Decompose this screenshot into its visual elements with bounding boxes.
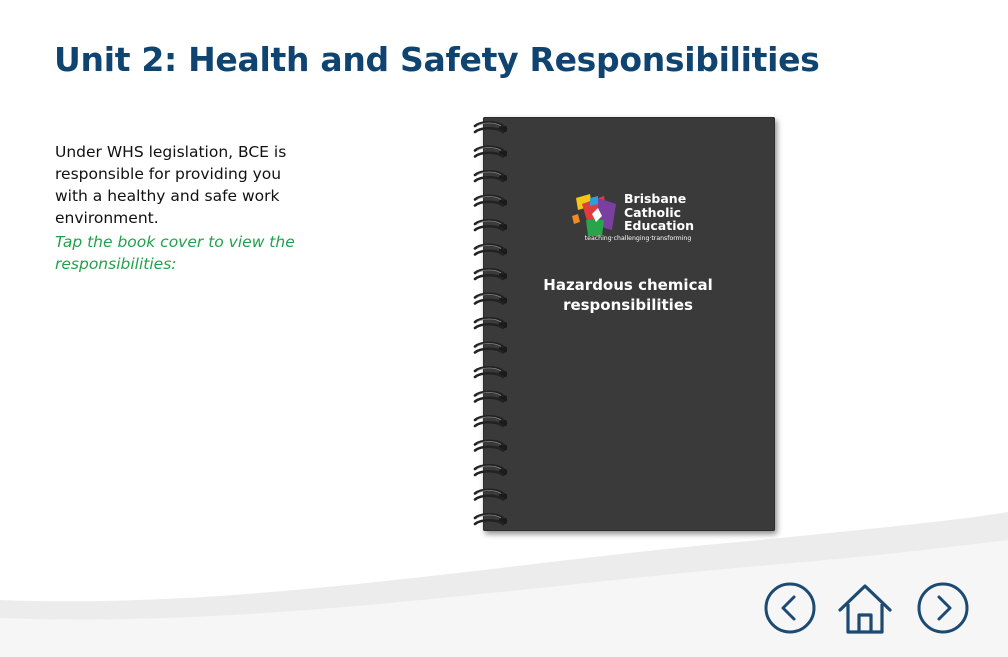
chevron-left-circle-icon xyxy=(762,580,818,636)
spiral-ring xyxy=(475,343,507,353)
book-cover-button[interactable] xyxy=(471,117,775,534)
spiral-ring xyxy=(475,147,507,157)
logo-tagline: teaching·challenging·transforming xyxy=(584,235,692,242)
spiral-binding xyxy=(471,117,511,534)
logo-line-3: Education xyxy=(624,218,694,233)
back-button[interactable] xyxy=(762,580,818,636)
logo-line-2: Catholic xyxy=(624,204,682,220)
spiral-ring xyxy=(475,465,507,475)
spiral-ring xyxy=(475,490,507,500)
spiral-ring xyxy=(475,514,507,524)
spiral-ring xyxy=(475,171,507,181)
page-title: Unit 2: Health and Safety Responsibilities xyxy=(54,40,820,79)
spiral-ring xyxy=(475,392,507,402)
spiral-ring xyxy=(475,416,507,426)
instruction-hint: Tap the book cover to view the responsibilities: xyxy=(55,233,295,273)
logo-wordmark xyxy=(624,192,694,233)
next-button[interactable] xyxy=(915,580,971,636)
home-button[interactable] xyxy=(836,580,894,636)
spiral-ring xyxy=(475,318,507,328)
spiral-ring xyxy=(475,269,507,279)
book-title: Hazardous chemical responsibilities xyxy=(543,276,713,314)
spiral-ring xyxy=(475,294,507,304)
spiral-ring xyxy=(475,245,507,255)
spiral-ring xyxy=(475,220,507,230)
spiral-ring xyxy=(475,122,507,132)
intro-text: Under WHS legislation, BCE is responsible for providing you with a healthy and safe work environment. xyxy=(55,143,287,227)
chevron-right-circle-icon xyxy=(915,580,971,636)
logo-line-1: Brisbane xyxy=(624,191,687,206)
book-cover[interactable] xyxy=(483,117,775,531)
spiral-ring xyxy=(475,367,507,377)
home-icon xyxy=(836,580,894,636)
spiral-ring xyxy=(475,441,507,451)
spiral-ring xyxy=(475,196,507,206)
